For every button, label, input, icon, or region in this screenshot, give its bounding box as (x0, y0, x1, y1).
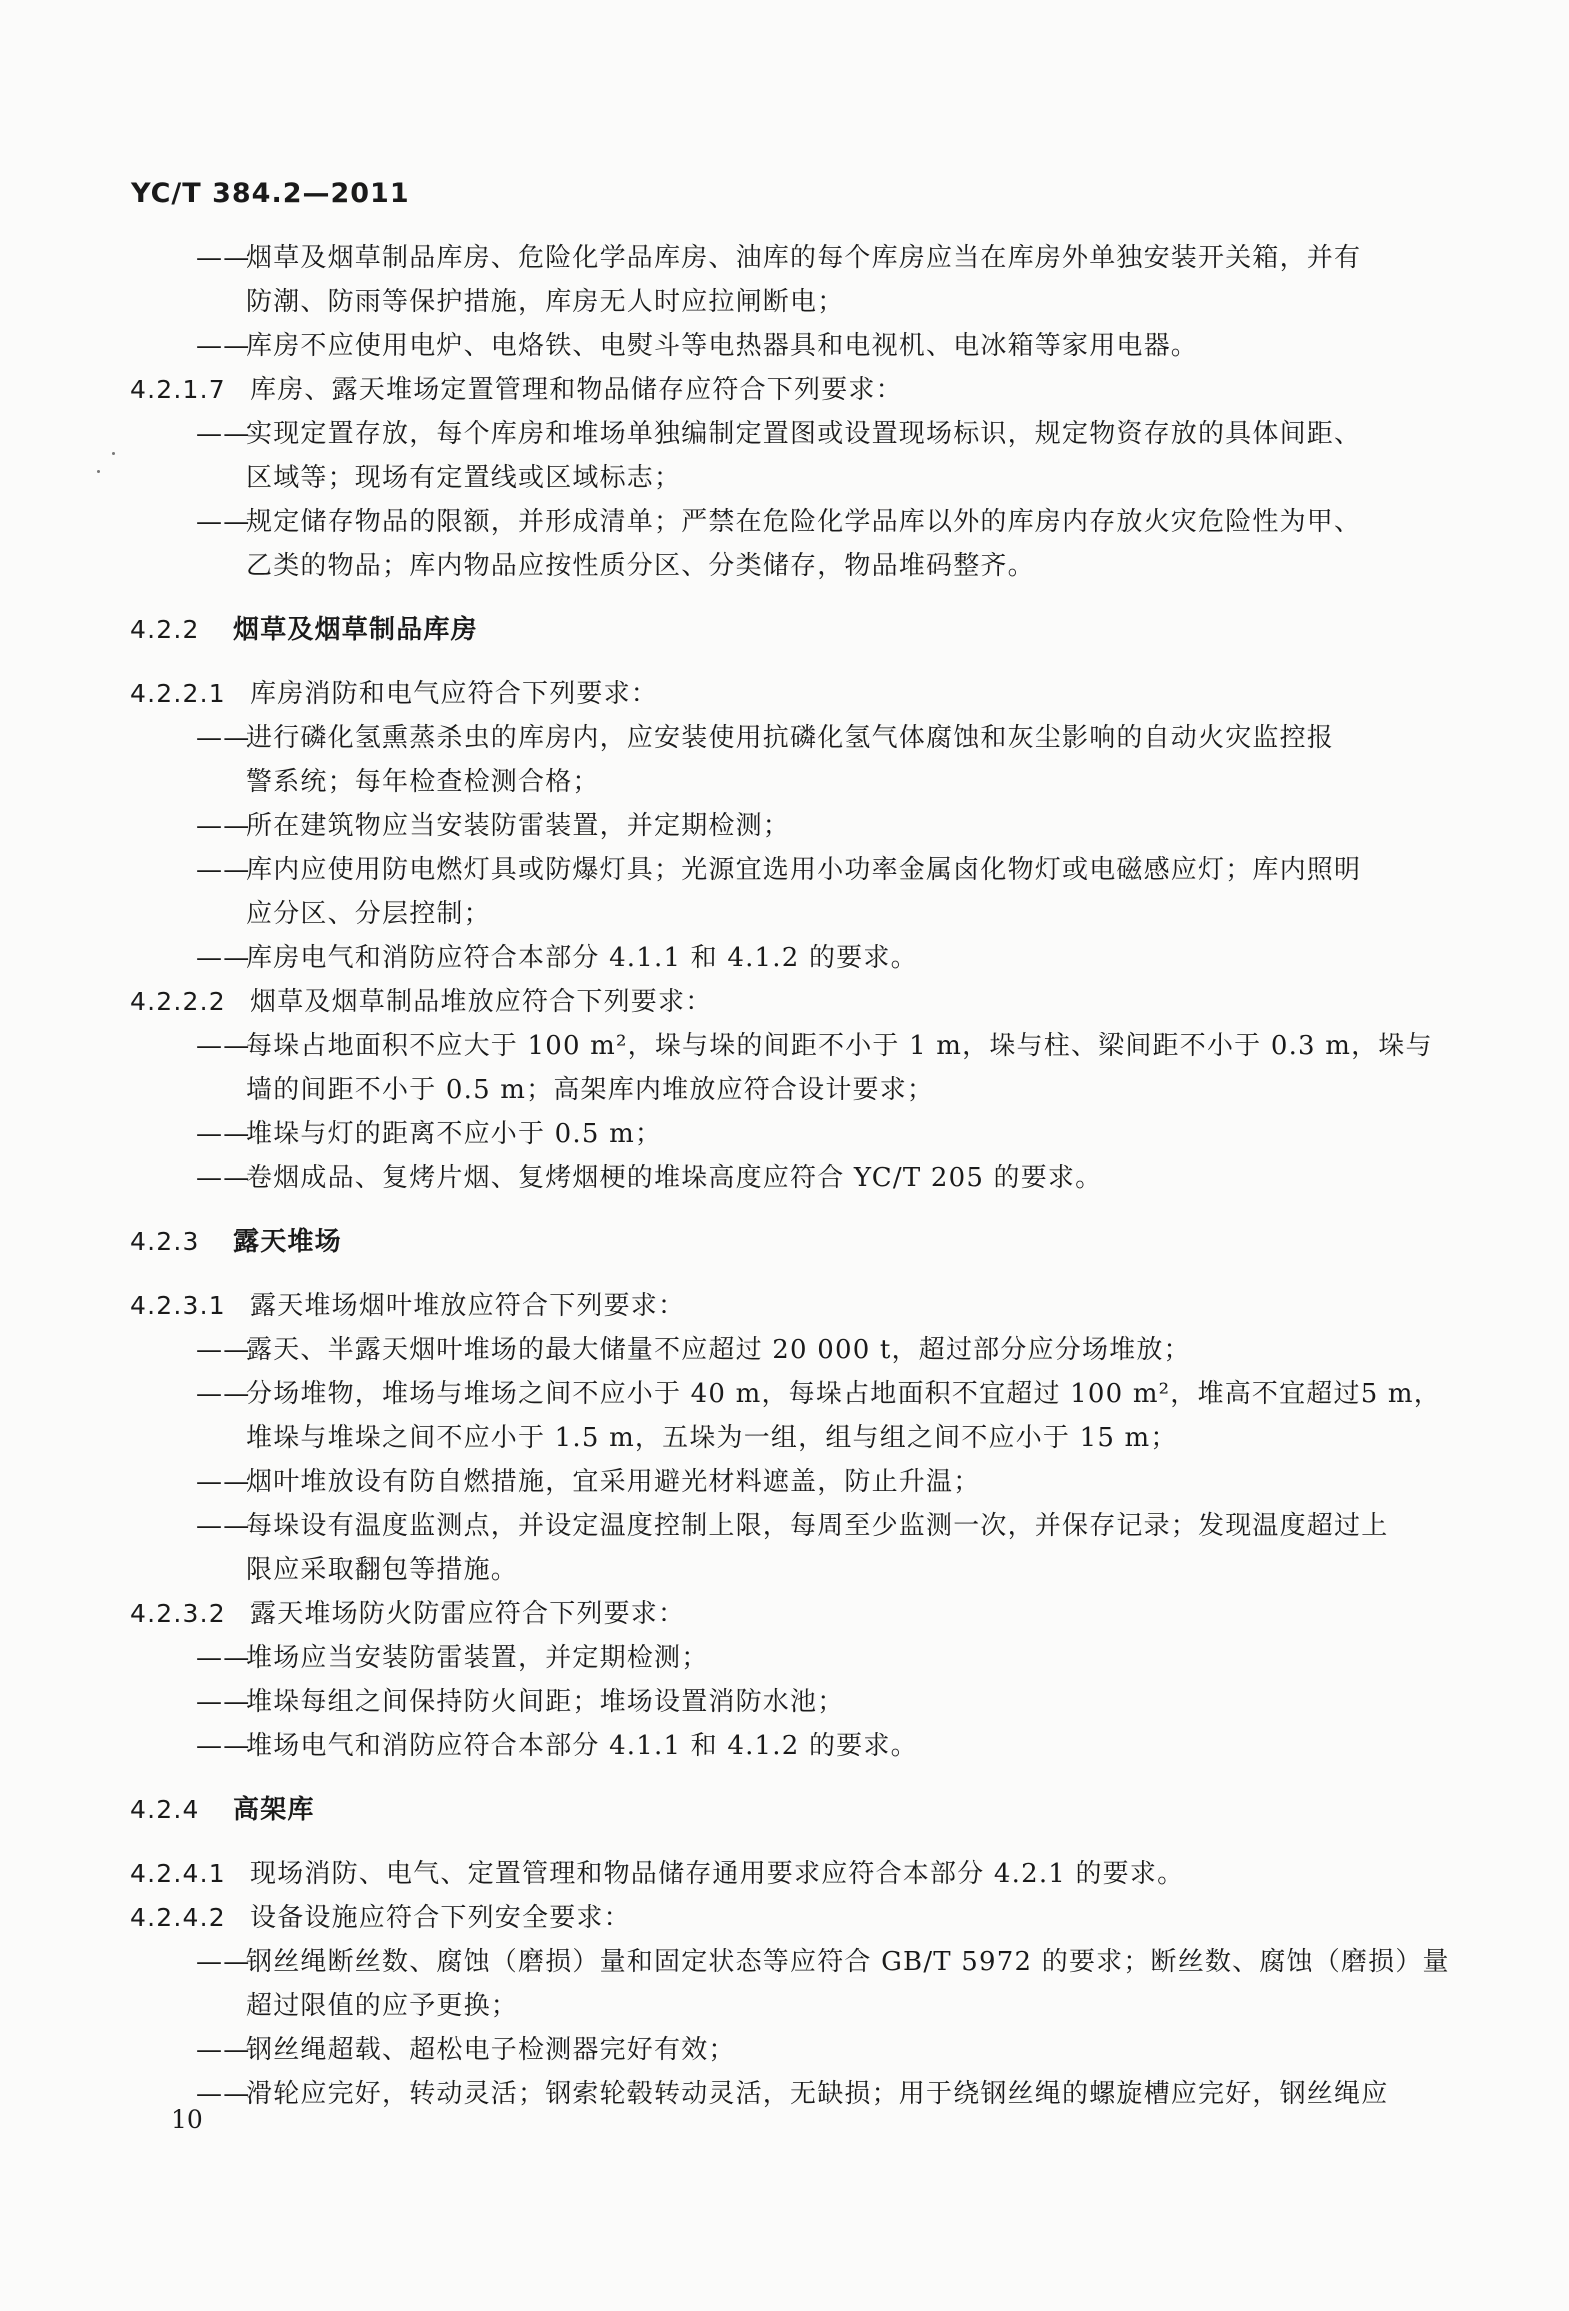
clause-number: 4.2.2.1 (130, 679, 226, 708)
list-item (130, 1372, 1441, 1416)
list-item-continuation: 超过限值的应予更换； (246, 1991, 519, 2021)
list-item-continuation: 应分区、分层控制； (246, 899, 491, 929)
section-heading (130, 608, 1405, 652)
clause (130, 672, 1405, 716)
item-dash: —— (196, 855, 251, 885)
item-text: 堆垛每组之间保持防火间距；堆场设置消防水池； (246, 1687, 845, 1717)
clause-number: 4.2.2.2 (130, 987, 226, 1016)
list-item (130, 936, 1405, 980)
list-item (130, 2072, 1405, 2116)
clause (130, 980, 1405, 1024)
heading-title: 高架库 (233, 1795, 315, 1825)
section-heading (130, 1220, 1405, 1264)
item-dash: —— (196, 1335, 251, 1365)
item-text: 库房电气和消防应符合本部分 4.1.1 和 4.1.2 的要求。 (246, 943, 918, 973)
list-item-continuation: 堆垛与堆垛之间不应小于 1.5 m，五垛为一组，组与组之间不应小于 15 m； (246, 1423, 1178, 1453)
clause-text: 库房消防和电气应符合下列要求： (250, 679, 659, 709)
clause-text: 库房、露天堆场定置管理和物品储存应符合下列要求： (250, 375, 903, 405)
item-text: 堆场应当安装防雷装置，并定期检测； (246, 1643, 709, 1673)
item-text: 所在建筑物应当安装防雷装置，并定期检测； (246, 811, 791, 841)
item-text: 堆场电气和消防应符合本部分 4.1.1 和 4.1.2 的要求。 (246, 1731, 918, 1761)
clause-number: 4.2.4.1 (130, 1859, 226, 1888)
item-text: 进行磷化氢熏蒸杀虫的库房内，应安装使用抗磷化氢气体腐蚀和灰尘影响的自动火灾监控报 (246, 723, 1335, 753)
list-item-continuation: 墙的间距不小于 0.5 m；高架库内堆放应符合设计要求； (246, 1075, 935, 1105)
item-dash: —— (196, 1031, 251, 1061)
list-item-continuation: 乙类的物品；库内物品应按性质分区、分类储存，物品堆码整齐。 (246, 551, 1035, 581)
item-dash: —— (196, 1643, 251, 1673)
list-item (130, 500, 1405, 544)
heading-number: 4.2.3 (130, 1227, 200, 1256)
item-dash: —— (196, 1119, 251, 1149)
item-dash: —— (196, 419, 251, 449)
item-text: 钢丝绳断丝数、腐蚀（磨损）量和固定状态等应符合 GB/T 5972 的要求；断丝数、腐蚀（磨损）量 (246, 1947, 1450, 1977)
item-dash: —— (196, 2035, 251, 2065)
list-item (130, 1680, 1405, 1724)
document-body (130, 236, 1450, 2116)
list-item (130, 324, 1405, 368)
list-item (130, 1156, 1405, 1200)
item-dash: —— (196, 331, 251, 361)
item-dash: —— (196, 943, 251, 973)
list-item (130, 1504, 1405, 1548)
clause-text: 露天堆场防火防雷应符合下列要求： (250, 1599, 686, 1629)
item-dash: —— (196, 2079, 251, 2109)
list-item-continuation: 区域等；现场有定置线或区域标志； (246, 463, 682, 493)
item-text: 钢丝绳超载、超松电子检测器完好有效； (246, 2035, 736, 2065)
item-dash: —— (196, 507, 251, 537)
clause (130, 1896, 1405, 1940)
clause-text: 现场消防、电气、定置管理和物品储存通用要求应符合本部分 4.2.1 的要求。 (250, 1859, 1185, 1889)
item-dash: —— (196, 1511, 251, 1541)
heading-number: 4.2.2 (130, 615, 200, 644)
list-item (130, 412, 1405, 456)
clause (130, 368, 1405, 412)
heading-number: 4.2.4 (130, 1795, 200, 1824)
list-item (130, 1024, 1433, 1068)
clause-number: 4.2.4.2 (130, 1903, 226, 1932)
list-item-continuation: 防潮、防雨等保护措施，库房无人时应拉闸断电； (246, 287, 845, 317)
clause-number: 4.2.1.7 (130, 375, 226, 404)
page-number: 10 (171, 2105, 203, 2134)
list-item (130, 1636, 1405, 1680)
item-dash: —— (196, 1731, 251, 1761)
item-dash: —— (196, 243, 251, 273)
item-dash: —— (196, 1947, 251, 1977)
item-text: 滑轮应完好，转动灵活；钢索轮毂转动灵活，无缺损；用于绕钢丝绳的螺旋槽应完好，钢丝绳应 (246, 2079, 1389, 2109)
item-dash: —— (196, 1467, 251, 1497)
clause-text: 露天堆场烟叶堆放应符合下列要求： (250, 1291, 686, 1321)
clause-number: 4.2.3.1 (130, 1291, 226, 1320)
item-text: 烟草及烟草制品库房、危险化学品库房、油库的每个库房应当在库房外单独安装开关箱，并有 (246, 243, 1362, 273)
item-text: 露天、半露天烟叶堆场的最大储量不应超过 20 000 t，超过部分应分场堆放； (246, 1335, 1191, 1365)
list-item (130, 804, 1405, 848)
clause-text: 设备设施应符合下列安全要求： (250, 1903, 631, 1933)
scan-speck (112, 452, 115, 455)
item-dash: —— (196, 1163, 251, 1193)
item-text: 库内应使用防电燃灯具或防爆灯具；光源宜选用小功率金属卤化物灯或电磁感应灯；库内照明 (246, 855, 1362, 885)
item-text: 每垛占地面积不应大于 100 m²，垛与垛的间距不小于 1 m，垛与柱、梁间距不小于 0.3 m，垛与 (246, 1031, 1433, 1061)
standard-identifier: YC/T 384.2—2011 (131, 178, 410, 209)
item-dash: —— (196, 811, 251, 841)
item-text: 烟叶堆放设有防自燃措施，宜采用避光材料遮盖，防止升温； (246, 1467, 981, 1497)
list-item (130, 716, 1405, 760)
clause-text: 烟草及烟草制品堆放应符合下列要求： (250, 987, 713, 1017)
list-item (130, 848, 1405, 892)
item-text: 分场堆物，堆场与堆场之间不应小于 40 m，每垛占地面积不宜超过 100 m²，堆高不宜超过5 m， (246, 1379, 1441, 1409)
item-text: 堆垛与灯的距离不应小于 0.5 m； (246, 1119, 663, 1149)
list-item (130, 236, 1405, 280)
list-item (130, 1112, 1405, 1156)
section-heading (130, 1788, 1405, 1832)
clause-number: 4.2.3.2 (130, 1599, 226, 1628)
list-item (130, 2028, 1405, 2072)
heading-title: 烟草及烟草制品库房 (233, 615, 478, 645)
item-text: 规定储存物品的限额，并形成清单；严禁在危险化学品库以外的库房内存放火灾危险性为甲、 (246, 507, 1362, 537)
clause (130, 1592, 1405, 1636)
item-dash: —— (196, 1687, 251, 1717)
item-text: 每垛设有温度监测点，并设定温度控制上限，每周至少监测一次，并保存记录；发现温度超过上 (246, 1511, 1389, 1541)
list-item-continuation: 限应采取翻包等措施。 (246, 1555, 519, 1585)
list-item (130, 1328, 1405, 1372)
list-item (130, 1940, 1450, 1984)
clause (130, 1852, 1405, 1896)
item-dash: —— (196, 723, 251, 753)
heading-title: 露天堆场 (233, 1227, 342, 1257)
list-item-continuation: 警系统；每年检查检测合格； (246, 767, 600, 797)
scan-speck (97, 470, 100, 473)
item-text: 库房不应使用电炉、电烙铁、电熨斗等电热器具和电视机、电冰箱等家用电器。 (246, 331, 1199, 361)
item-text: 实现定置存放，每个库房和堆场单独编制定置图或设置现场标识，规定物资存放的具体间距、 (246, 419, 1362, 449)
list-item (130, 1460, 1405, 1504)
item-dash: —— (196, 1379, 251, 1409)
clause (130, 1284, 1405, 1328)
item-text: 卷烟成品、复烤片烟、复烤烟梗的堆垛高度应符合 YC/T 205 的要求。 (246, 1163, 1103, 1193)
list-item (130, 1724, 1405, 1768)
